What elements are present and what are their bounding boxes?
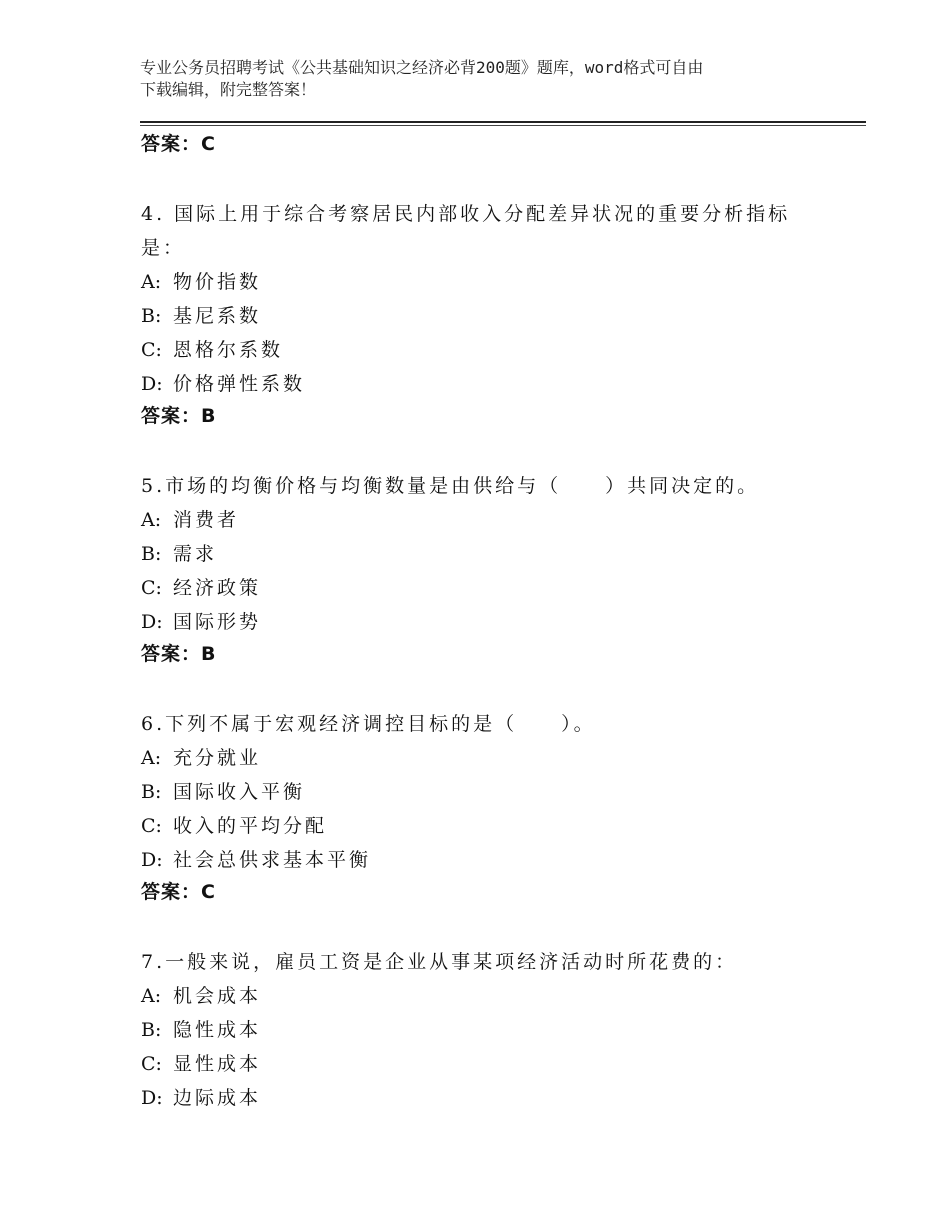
option-a bbox=[141, 979, 841, 1013]
option-key: D: bbox=[141, 1087, 163, 1109]
answer-line: 答案：B bbox=[141, 643, 217, 665]
option-a bbox=[141, 503, 841, 537]
question-block bbox=[141, 945, 841, 1115]
option-text: 价格弹性系数 bbox=[173, 373, 306, 395]
option-key: C: bbox=[141, 339, 162, 361]
option-key: B: bbox=[141, 1019, 162, 1041]
question-text: 4. 国际上用于综合考察居民内部收入分配差异状况的重要分析指标 bbox=[141, 203, 791, 225]
option-key: B: bbox=[141, 305, 162, 327]
option-text: 社会总供求基本平衡 bbox=[173, 849, 372, 871]
option-text: 国际形势 bbox=[173, 611, 262, 633]
option-b bbox=[141, 537, 841, 571]
header-rule-thick bbox=[140, 121, 866, 123]
question-text: 是： bbox=[141, 237, 186, 259]
option-d bbox=[141, 1081, 841, 1115]
question-list bbox=[141, 129, 841, 1115]
option-b bbox=[141, 299, 841, 333]
option-d bbox=[141, 367, 841, 401]
option-text: 机会成本 bbox=[173, 985, 262, 1007]
option-text: 基尼系数 bbox=[173, 305, 262, 327]
option-text: 恩格尔系数 bbox=[173, 339, 284, 361]
option-d bbox=[141, 843, 841, 877]
option-text: 边际成本 bbox=[173, 1087, 262, 1109]
question-block bbox=[141, 469, 841, 669]
answer-line: 答案：C bbox=[141, 133, 216, 155]
document-header bbox=[140, 57, 820, 101]
option-key: A: bbox=[141, 509, 162, 531]
option-text: 显性成本 bbox=[173, 1053, 262, 1075]
header-line-2: 下载编辑，附完整答案！ bbox=[140, 80, 317, 99]
option-c bbox=[141, 809, 841, 843]
option-key: D: bbox=[141, 373, 163, 395]
option-key: C: bbox=[141, 815, 162, 837]
option-key: B: bbox=[141, 543, 162, 565]
option-key: D: bbox=[141, 849, 163, 871]
option-c bbox=[141, 571, 841, 605]
question-text: 5.市场的均衡价格与均衡数量是由供给与（ ）共同决定的。 bbox=[141, 475, 760, 497]
option-text: 充分就业 bbox=[173, 747, 262, 769]
option-key: C: bbox=[141, 577, 162, 599]
question-text: 6.下列不属于宏观经济调控目标的是（ ）。 bbox=[141, 713, 596, 735]
option-key: A: bbox=[141, 985, 162, 1007]
option-c bbox=[141, 1047, 841, 1081]
option-key: C: bbox=[141, 1053, 162, 1075]
option-c bbox=[141, 333, 841, 367]
option-text: 消费者 bbox=[173, 509, 240, 531]
option-text: 国际收入平衡 bbox=[173, 781, 306, 803]
question-text: 7.一般来说，雇员工资是企业从事某项经济活动时所花费的： bbox=[141, 951, 738, 973]
option-key: A: bbox=[141, 271, 162, 293]
option-d bbox=[141, 605, 841, 639]
option-text: 经济政策 bbox=[173, 577, 262, 599]
option-key: D: bbox=[141, 611, 163, 633]
option-key: B: bbox=[141, 781, 162, 803]
option-a bbox=[141, 741, 841, 775]
question-block bbox=[141, 197, 841, 431]
header-line-1: 专业公务员招聘考试《公共基础知识之经济必背200题》题库，word格式可自由 bbox=[140, 58, 704, 77]
option-a bbox=[141, 265, 841, 299]
header-rule-thin bbox=[140, 125, 866, 126]
option-b bbox=[141, 1013, 841, 1047]
answer-line: 答案：B bbox=[141, 405, 217, 427]
option-text: 需求 bbox=[173, 543, 218, 565]
question-block bbox=[141, 707, 841, 907]
option-key: A: bbox=[141, 747, 162, 769]
option-text: 收入的平均分配 bbox=[173, 815, 328, 837]
answer-line: 答案：C bbox=[141, 881, 216, 903]
option-text: 隐性成本 bbox=[173, 1019, 262, 1041]
option-text: 物价指数 bbox=[173, 271, 262, 293]
option-b bbox=[141, 775, 841, 809]
